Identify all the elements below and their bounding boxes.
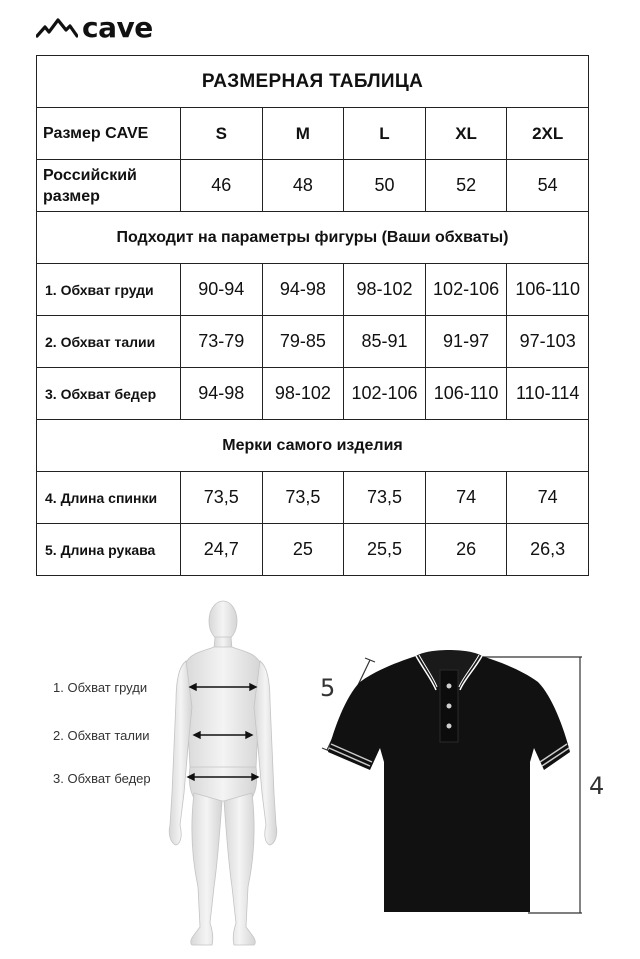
table-row [37,472,589,524]
table-cell: 46 [181,160,263,212]
size-header: L [344,108,426,160]
russian-size-row [37,160,589,212]
table-cell: 97-103 [507,316,589,368]
table-row [37,264,589,316]
row-label: 2. Обхват талии [37,316,181,368]
brand-name: cave [82,11,153,44]
back-length-label: 4 [589,772,605,800]
table-cell: 106-110 [507,264,589,316]
chest-measure-label: 1. Обхват груди [53,680,148,695]
brand-logo [36,11,153,44]
row-label: 4. Длина спинки [37,472,181,524]
polo-button [447,684,452,689]
table-cell: 74 [507,472,589,524]
table-cell: 90-94 [181,264,263,316]
section-heading-body: Подходит на параметры фигуры (Ваши обхваты) [37,212,589,264]
section-row [37,420,589,472]
table-row [37,316,589,368]
table-cell: 98-102 [262,368,344,420]
row-label: 1. Обхват груди [37,264,181,316]
size-header: M [262,108,344,160]
table-title-row [37,56,589,108]
table-cell: 79-85 [262,316,344,368]
size-header: S [181,108,263,160]
table-title: РАЗМЕРНАЯ ТАБЛИЦА [37,56,589,108]
mountain-logo-icon [36,17,78,39]
table-cell: 25,5 [344,524,426,576]
table-cell: 24,7 [181,524,263,576]
table-cell: 94-98 [262,264,344,316]
table-cell: 73,5 [344,472,426,524]
table-cell: 52 [425,160,507,212]
table-row [37,368,589,420]
table-cell: 73,5 [181,472,263,524]
section-row [37,212,589,264]
table-cell: 74 [425,472,507,524]
size-header: XL [425,108,507,160]
header-row [37,108,589,160]
table-cell: 110-114 [507,368,589,420]
table-cell: 102-106 [425,264,507,316]
polo-button [447,724,452,729]
table-cell: 91-97 [425,316,507,368]
header-label: Размер CAVE [37,108,181,160]
body-figure-illustration [168,597,278,949]
table-cell: 73-79 [181,316,263,368]
table-cell: 73,5 [262,472,344,524]
table-cell: 98-102 [344,264,426,316]
row-label: 5. Длина рукава [37,524,181,576]
table-cell: 85-91 [344,316,426,368]
russian-size-label-line1: Российский [43,166,137,184]
table-cell: 106-110 [425,368,507,420]
russian-size-label [37,160,181,212]
row-label: 3. Обхват бедер [37,368,181,420]
section-heading-garment: Мерки самого изделия [37,420,589,472]
sleeve-length-label: 5 [320,674,336,702]
table-cell: 26 [425,524,507,576]
table-cell: 102-106 [344,368,426,420]
polo-button [447,704,452,709]
table-cell: 50 [344,160,426,212]
polo-shirt-illustration [320,630,630,920]
table-cell: 26,3 [507,524,589,576]
table-cell: 54 [507,160,589,212]
table-cell: 48 [262,160,344,212]
size-table [36,55,589,576]
size-header: 2XL [507,108,589,160]
table-row [37,524,589,576]
table-cell: 94-98 [181,368,263,420]
waist-measure-label: 2. Обхват талии [53,728,150,743]
table-cell: 25 [262,524,344,576]
russian-size-label-line2: размер [43,187,100,205]
hips-measure-label: 3. Обхват бедер [53,771,151,786]
